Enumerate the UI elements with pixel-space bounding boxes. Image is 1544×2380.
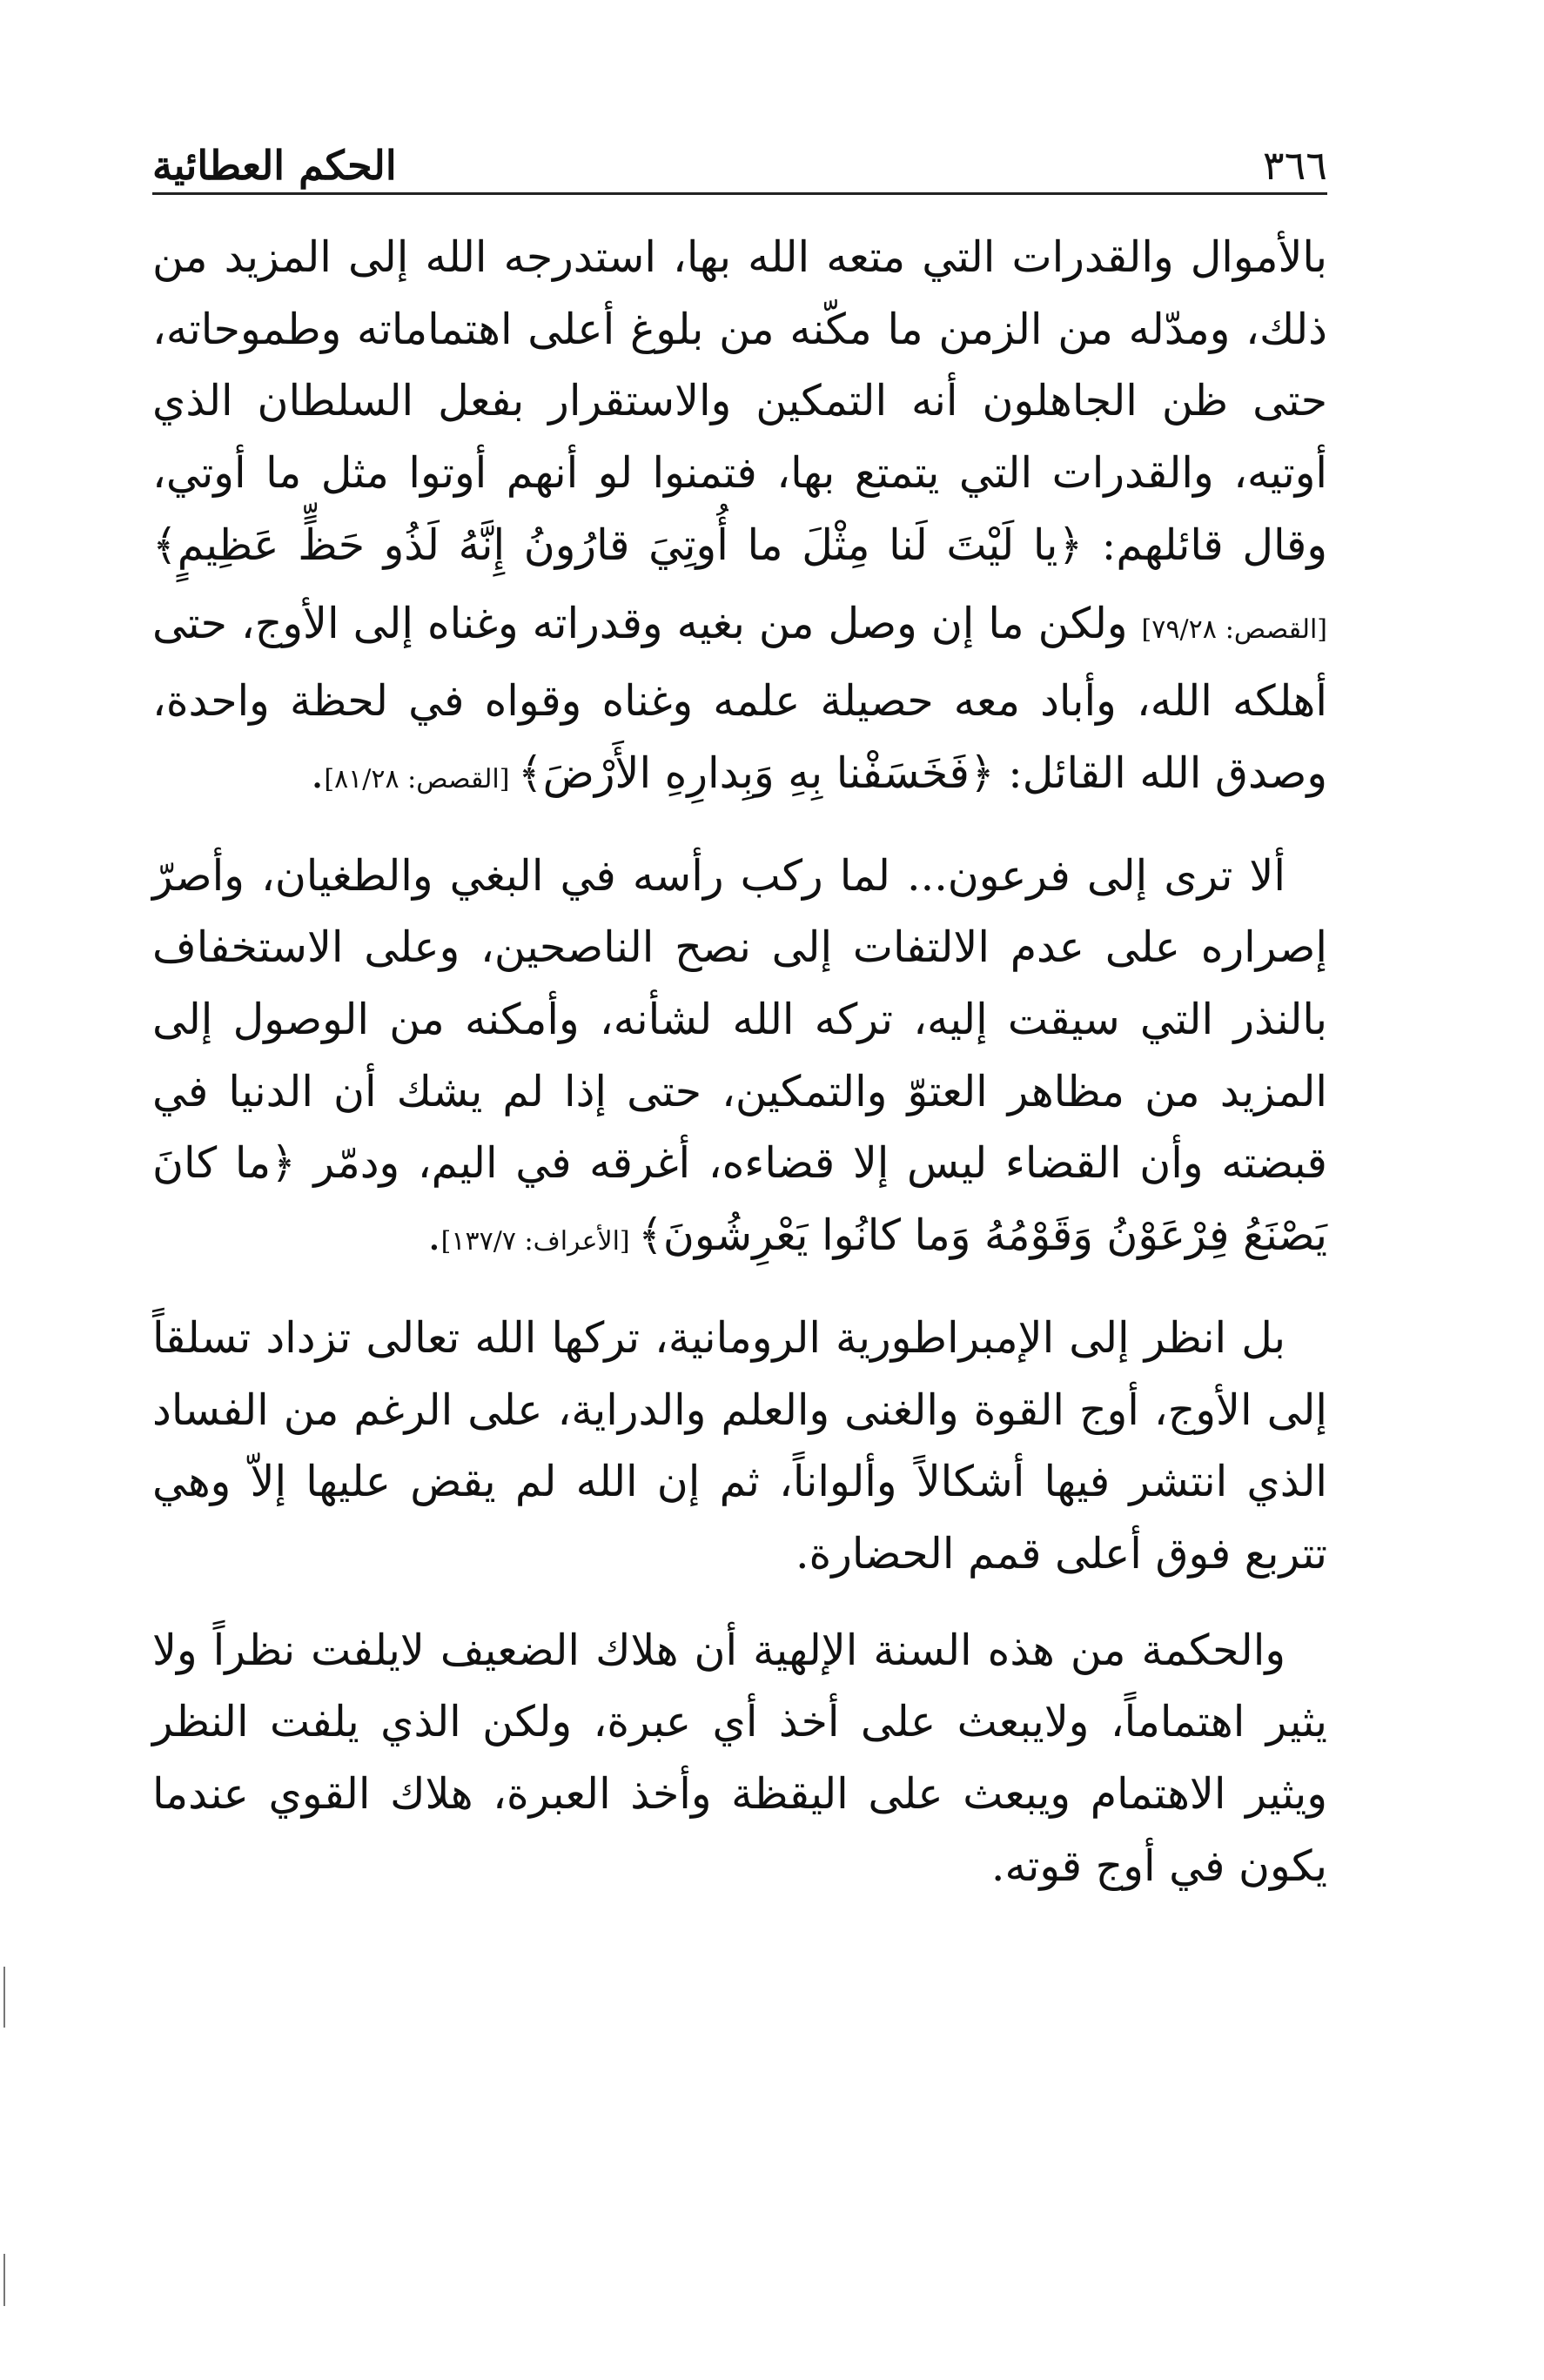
text-run: بل انظر إلى الإمبراطورية الرومانية، تركها الله تعالى تزداد تسلقاً إلى الأوج، أوج القوة والغنى والعلم والدراية، على الرغم من الفساد الذي انتشر فيها أشكالاً وألواناً، ثم إن الله لم يقض عليها إلاّ وهي تتربع فوق أعلى قمم الحضارة.	[152, 1312, 1327, 1579]
text-run: بالأموال والقدرات التي متعه الله بها، استدرجه الله إلى المزيد من ذلك، ومدّله من الزمن ما مكّنه من بلوغ أعلى اهتماماته وطموحاته، حتى ظن الجاهلون أنه التمكين والاستقرار بفعل السلطان الذي أوتيه، والقدرات التي يتمتع بها، فتمنوا لو أنهم أوتوا مثل ما أوتي، وقال قائلهم:	[152, 232, 1327, 570]
quran-verse: ﴿يا لَيْتَ لَنا مِثْلَ ما أُوتِيَ قارُونُ إِنَّهُ لَذُو حَظٍّ عَظِيمٍ﴾	[152, 520, 1084, 570]
running-title: الحكم العطائية	[152, 142, 397, 189]
paragraph-1	[152, 222, 1327, 816]
text-run: .	[427, 1210, 441, 1261]
scan-margin-mark	[3, 1967, 5, 2028]
verse-reference: [القصص: ٨١/٢٨]	[324, 763, 518, 794]
text-run: والحكمة من هذه السنة الإلهية أن هلاك الضعيف لايلفت نظراً ولا يثير اهتماماً، ولايبعث على أخذ أي عبرة، ولكن الذي يلفت النظر ويثير الاهتمام ويبعث على اليقظة وأخذ العبرة، هلاك القوي عندما يكون في أوج قوته.	[152, 1625, 1327, 1891]
verse-reference: [القصص: ٧٩/٢٨]	[1141, 613, 1327, 645]
scan-margin-mark	[3, 2254, 5, 2306]
page-header	[152, 122, 1327, 195]
quran-verse: ﴿فَخَسَفْنا بِهِ وَبِدارِهِ الأَرْضَ﴾	[517, 748, 995, 798]
paragraph-3	[152, 1303, 1327, 1591]
page-number: ٣٦٦	[1262, 142, 1327, 189]
body-text	[152, 222, 1327, 1927]
verse-reference: [الأعراف: ١٣٧/٧]	[440, 1226, 639, 1257]
text-run: ألا ترى إلى فرعون... لما ركب رأسه في البغي والطغيان، وأصرّ إصراره على عدم الالتفات إلى نصح الناصحين، وعلى الاستخفاف بالنذر التي سيقت إليه، تركه الله لشأنه، وأمكنه من الوصول إلى المزيد من مظاهر العتوّ والتمكين، حتى إذا لم يشك أن الدنيا في قبضته وأن القضاء ليس إلا قضاءه، أغرقه في اليم، ودمّر	[152, 850, 1327, 1189]
quran-verse: ﴿ما كانَ يَصْنَعُ فِرْعَوْنُ وَقَوْمُهُ وَما كانُوا يَعْرِشُونَ﴾	[152, 1138, 1327, 1261]
paragraph-4	[152, 1615, 1327, 1903]
text-run: ولكن ما إن وصل من بغيه وقدراته وغناه إلى الأوج، حتى أهلكه الله، وأباد معه حصيلة علمه وغناه وقواه في لحظة واحدة، وصدق الله القائل:	[152, 598, 1327, 798]
paragraph-2	[152, 841, 1327, 1278]
text-run: .	[310, 748, 325, 798]
